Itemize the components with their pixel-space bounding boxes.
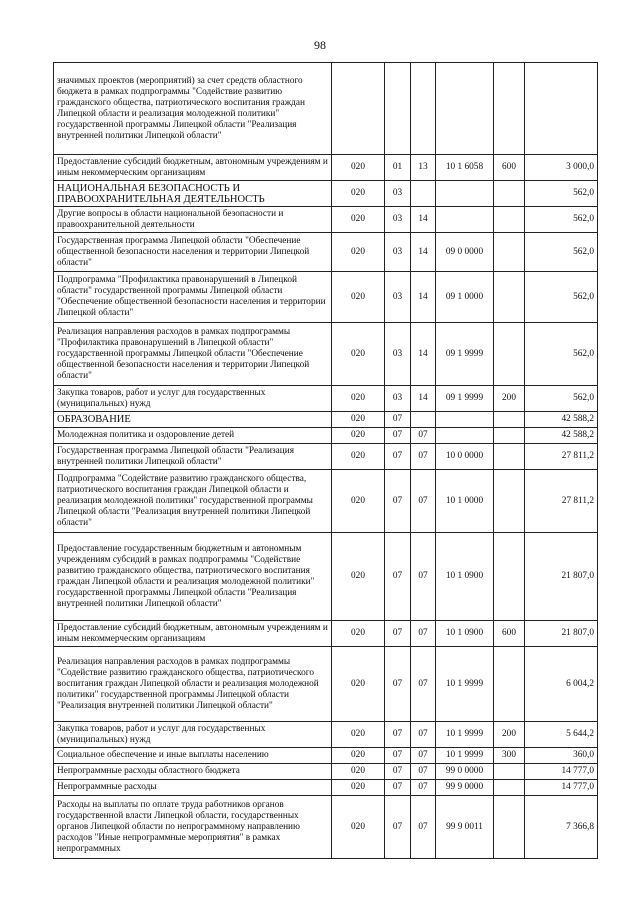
cell-expense-name: Расходы на выплаты по оплате труда работников органов государственной власти Липецкой области, государственных органов Липецкой области по непрограммному направлению расходов "Иные непрограммные мероприятия" в рамках непрограммных [54, 796, 332, 859]
cell-ministry-code: 020 [332, 272, 385, 323]
table-row [54, 444, 598, 470]
cell-section-code: 03 [385, 233, 411, 272]
cell-ministry-code: 020 [332, 428, 385, 444]
cell-subsection-code: 14 [411, 272, 436, 323]
cell-section-code: 07 [385, 647, 411, 722]
cell-expense-name: Непрограммные расходы [54, 780, 332, 796]
table-row [54, 386, 598, 412]
cell-subsection-code [411, 412, 436, 428]
cell-expense-name: ОБРАЗОВАНИЕ [54, 412, 332, 428]
cell-ministry-code: 020 [332, 386, 385, 412]
table-row [54, 181, 598, 207]
cell-ministry-code: 020 [332, 533, 385, 621]
cell-section-code: 07 [385, 621, 411, 647]
cell-section-code: 07 [385, 796, 411, 859]
cell-target-article [436, 412, 494, 428]
cell-expense-type [494, 428, 525, 444]
cell-expense-type [494, 412, 525, 428]
cell-ministry-code: 020 [332, 233, 385, 272]
cell-expense-type: 600 [494, 621, 525, 647]
cell-expense-name: Непрограммные расходы областного бюджета [54, 764, 332, 780]
cell-section-code: 07 [385, 470, 411, 533]
cell-amount: 562,0 [525, 323, 598, 386]
cell-target-article [436, 63, 494, 155]
cell-target-article: 10 1 0000 [436, 470, 494, 533]
cell-amount: 7 366,8 [525, 796, 598, 859]
cell-amount: 21 807,0 [525, 533, 598, 621]
cell-target-article: 09 1 0000 [436, 272, 494, 323]
cell-expense-name: Закупка товаров, работ и услуг для государственных (муниципальных) нужд [54, 722, 332, 748]
cell-amount: 27 811,2 [525, 470, 598, 533]
cell-expense-name: Предоставление субсидий бюджетным, автономным учреждениям и иным некоммерческим организациям [54, 155, 332, 181]
cell-section-code: 07 [385, 748, 411, 764]
cell-expense-type: 600 [494, 155, 525, 181]
cell-target-article [436, 181, 494, 207]
cell-section-code: 07 [385, 533, 411, 621]
table-row [54, 748, 598, 764]
cell-ministry-code: 020 [332, 647, 385, 722]
table-row [54, 207, 598, 233]
table-row [54, 764, 598, 780]
cell-target-article [436, 428, 494, 444]
cell-section-code: 07 [385, 444, 411, 470]
cell-expense-name: Государственная программа Липецкой области "Реализация внутренней политики Липецкой области" [54, 444, 332, 470]
cell-section-code [385, 63, 411, 155]
cell-expense-name: Подпрограмма "Профилактика правонарушений в Липецкой области" государственной программы Липецкой области "Обеспечение общественной безопасности населения и территории Липецкой области" [54, 272, 332, 323]
cell-ministry-code: 020 [332, 412, 385, 428]
table-row [54, 323, 598, 386]
cell-expense-type [494, 181, 525, 207]
cell-target-article: 99 9 0011 [436, 796, 494, 859]
cell-amount: 5 644,2 [525, 722, 598, 748]
cell-amount: 562,0 [525, 207, 598, 233]
cell-amount: 6 004,2 [525, 647, 598, 722]
table-row [54, 155, 598, 181]
cell-amount: 42 588,2 [525, 412, 598, 428]
cell-amount: 21 807,0 [525, 621, 598, 647]
cell-section-code: 03 [385, 323, 411, 386]
cell-expense-name: Государственная программа Липецкой области "Обеспечение общественной безопасности населения и территории Липецкой области" [54, 233, 332, 272]
cell-target-article: 10 0 0000 [436, 444, 494, 470]
cell-expense-type [494, 780, 525, 796]
cell-amount: 562,0 [525, 181, 598, 207]
table-row [54, 621, 598, 647]
cell-target-article: 10 1 6058 [436, 155, 494, 181]
cell-expense-name: Молодежная политика и оздоровление детей [54, 428, 332, 444]
cell-target-article: 10 1 9999 [436, 647, 494, 722]
table-row [54, 647, 598, 722]
cell-subsection-code [411, 181, 436, 207]
cell-ministry-code: 020 [332, 748, 385, 764]
cell-expense-name: Другие вопросы в области национальной безопасности и правоохранительной деятельности [54, 207, 332, 233]
cell-subsection-code: 07 [411, 647, 436, 722]
cell-target-article: 09 1 9999 [436, 386, 494, 412]
cell-target-article: 10 1 9999 [436, 748, 494, 764]
cell-section-code: 07 [385, 412, 411, 428]
cell-section-code: 03 [385, 272, 411, 323]
cell-expense-type [494, 444, 525, 470]
table-row [54, 63, 598, 155]
cell-expense-type: 200 [494, 386, 525, 412]
cell-subsection-code [411, 63, 436, 155]
cell-expense-name: Подпрограмма "Содействие развитию гражданского общества, патриотического воспитания граждан Липецкой области и реализация молодежной политики" государственной программы Липецкой области "Реализация внутренней политики Липецкой области" [54, 470, 332, 533]
cell-amount: 14 777,0 [525, 780, 598, 796]
cell-ministry-code: 020 [332, 621, 385, 647]
cell-expense-name: Закупка товаров, работ и услуг для государственных (муниципальных) нужд [54, 386, 332, 412]
cell-expense-type [494, 470, 525, 533]
cell-ministry-code: 020 [332, 181, 385, 207]
cell-amount: 27 811,2 [525, 444, 598, 470]
cell-section-code: 03 [385, 386, 411, 412]
cell-expense-name: Реализация направления расходов в рамках подпрограммы "Профилактика правонарушений в Липецкой области" государственной программы Липецкой области "Обеспечение общественной безопасности населения и территории Липецкой области" [54, 323, 332, 386]
cell-expense-name: Социальное обеспечение и иные выплаты населению [54, 748, 332, 764]
cell-expense-type [494, 233, 525, 272]
cell-subsection-code: 13 [411, 155, 436, 181]
cell-ministry-code [332, 63, 385, 155]
cell-target-article: 09 0 0000 [436, 233, 494, 272]
cell-section-code: 07 [385, 780, 411, 796]
cell-amount: 562,0 [525, 386, 598, 412]
cell-expense-name: Предоставление государственным бюджетным и автономным учреждениям субсидий в рамках подпрограммы "Содействие развитию гражданского общества, патриотического воспитания граждан Липецкой области и реализация молодежной политики" государственной программы Липецкой области "Реализация внутренней политики Липецкой области" [54, 533, 332, 621]
cell-target-article: 10 1 9999 [436, 722, 494, 748]
cell-expense-name: значимых проектов (мероприятий) за счет средств областного бюджета в рамках подпрограммы "Содействие развитию гражданского общества, патриотического воспитания граждан Липецкой области и реализация молодежной политики" государственной программы Липецкой области "Реализация внутренней политики Липецкой области" [54, 63, 332, 155]
cell-expense-name: НАЦИОНАЛЬНАЯ БЕЗОПАСНОСТЬ И ПРАВООХРАНИТЕЛЬНАЯ ДЕЯТЕЛЬНОСТЬ [54, 181, 332, 207]
cell-ministry-code: 020 [332, 780, 385, 796]
table-row [54, 272, 598, 323]
cell-amount: 562,0 [525, 233, 598, 272]
cell-target-article: 99 0 0000 [436, 764, 494, 780]
cell-amount: 360,0 [525, 748, 598, 764]
cell-subsection-code: 14 [411, 207, 436, 233]
cell-expense-type [494, 764, 525, 780]
cell-ministry-code: 020 [332, 796, 385, 859]
cell-subsection-code: 14 [411, 233, 436, 272]
cell-subsection-code: 14 [411, 323, 436, 386]
cell-amount: 42 588,2 [525, 428, 598, 444]
table-row [54, 470, 598, 533]
cell-subsection-code: 07 [411, 533, 436, 621]
cell-expense-type [494, 207, 525, 233]
cell-expense-type [494, 533, 525, 621]
cell-expense-type [494, 323, 525, 386]
cell-ministry-code: 020 [332, 323, 385, 386]
budget-table [53, 62, 598, 859]
cell-subsection-code: 07 [411, 621, 436, 647]
cell-target-article: 99 9 0000 [436, 780, 494, 796]
cell-section-code: 07 [385, 764, 411, 780]
cell-expense-name: Реализация направления расходов в рамках подпрограммы "Содействие развитию гражданского общества, патриотического воспитания граждан Липецкой области и реализация молодежной политики" государственной программы Липецкой области "Реализация внутренней политики Липецкой области" [54, 647, 332, 722]
cell-expense-type [494, 647, 525, 722]
cell-expense-type [494, 796, 525, 859]
cell-target-article: 09 1 9999 [436, 323, 494, 386]
cell-ministry-code: 020 [332, 155, 385, 181]
cell-subsection-code: 07 [411, 780, 436, 796]
cell-amount [525, 63, 598, 155]
cell-ministry-code: 020 [332, 444, 385, 470]
cell-subsection-code: 07 [411, 444, 436, 470]
cell-expense-name: Предоставление субсидий бюджетным, автономным учреждениям и иным некоммерческим организациям [54, 621, 332, 647]
cell-expense-type [494, 272, 525, 323]
table-row [54, 428, 598, 444]
cell-ministry-code: 020 [332, 207, 385, 233]
table-row [54, 412, 598, 428]
cell-target-article [436, 207, 494, 233]
cell-subsection-code: 07 [411, 470, 436, 533]
cell-section-code: 01 [385, 155, 411, 181]
cell-amount: 14 777,0 [525, 764, 598, 780]
cell-section-code: 03 [385, 207, 411, 233]
cell-target-article: 10 1 0900 [436, 533, 494, 621]
cell-subsection-code: 07 [411, 796, 436, 859]
table-row [54, 233, 598, 272]
table-row [54, 796, 598, 859]
page-number: 98 [314, 38, 326, 52]
cell-expense-type [494, 63, 525, 155]
cell-subsection-code: 14 [411, 386, 436, 412]
cell-ministry-code: 020 [332, 722, 385, 748]
cell-subsection-code: 07 [411, 748, 436, 764]
cell-subsection-code: 07 [411, 764, 436, 780]
table-body [54, 63, 598, 859]
table-row [54, 780, 598, 796]
cell-amount: 562,0 [525, 272, 598, 323]
table-row [54, 533, 598, 621]
cell-section-code: 03 [385, 181, 411, 207]
cell-subsection-code: 07 [411, 428, 436, 444]
cell-ministry-code: 020 [332, 470, 385, 533]
cell-subsection-code: 07 [411, 722, 436, 748]
cell-expense-type: 300 [494, 748, 525, 764]
table-row [54, 722, 598, 748]
cell-ministry-code: 020 [332, 764, 385, 780]
cell-section-code: 07 [385, 722, 411, 748]
cell-expense-type: 200 [494, 722, 525, 748]
cell-section-code: 07 [385, 428, 411, 444]
cell-target-article: 10 1 0900 [436, 621, 494, 647]
cell-amount: 3 000,0 [525, 155, 598, 181]
